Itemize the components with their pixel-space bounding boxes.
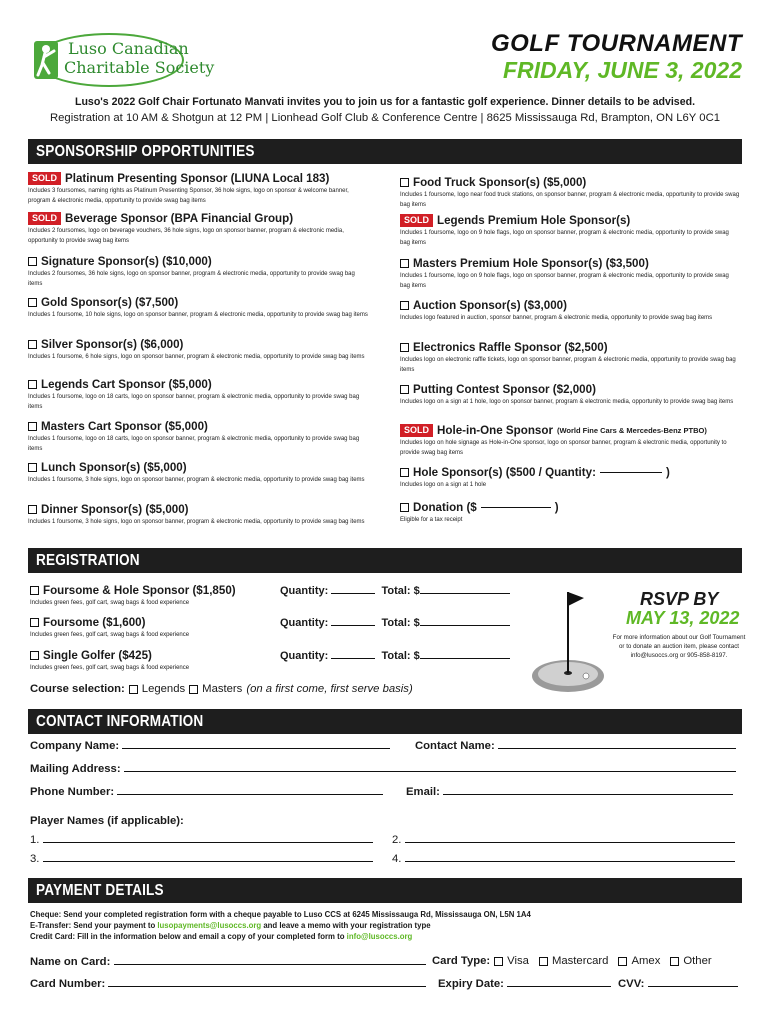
sponsor-item-donation: Donation ($ ) Eligible for a tax receipt [400, 501, 559, 523]
checkbox[interactable] [400, 385, 409, 394]
company-name-input[interactable] [122, 748, 390, 749]
checkbox[interactable] [30, 586, 39, 595]
registration-item-foursome: Foursome ($1,600) Includes green fees, golf cart, swag bags & food experience [30, 616, 190, 638]
registration-item-single: Single Golfer ($425) Includes green fees, golf cart, swag bags & food experience [30, 649, 190, 671]
sponsor-item-masters-cart: Masters Cart Sponsor ($5,000) Includes 1 foursome, logo on 18 carts, logo on sponsor banner, program & electronic media, opportunity to provide swag bag items [28, 420, 360, 452]
rsvp-date: MAY 13, 2022 [626, 608, 740, 628]
name-on-card-input[interactable] [114, 964, 426, 965]
checkbox[interactable] [28, 257, 37, 266]
credit-card-instructions: Credit Card: Fill in the information below and email a copy of your completed form to info@lusoccs.org [30, 932, 413, 941]
company-name-field: Company Name: [30, 740, 390, 752]
sponsor-item-beverage: SOLD Beverage Sponsor (BPA Financial Group) Includes 2 foursomes, logo on beverage vouchers, 36 hole signs, logo on sponsor banner, program & electronic media, opportunity to provide swag bag items [28, 212, 344, 244]
player-2-input[interactable] [405, 842, 735, 843]
checkbox[interactable] [400, 301, 409, 310]
checkbox[interactable] [400, 343, 409, 352]
checkbox[interactable] [28, 505, 37, 514]
mailing-address-input[interactable] [124, 771, 736, 772]
sponsor-item-gold: Gold Sponsor(s) ($7,500) Includes 1 foursome, 10 hole signs, logo on sponsor banner, program & electronic media, opportunity to provide swag bag items [28, 296, 368, 318]
mastercard-checkbox[interactable] [539, 957, 548, 966]
payment-section-header: PAYMENT DETAILS [28, 878, 742, 903]
checkbox[interactable] [28, 422, 37, 431]
etransfer-email-link[interactable]: lusopayments@lusoccs.org [157, 921, 262, 930]
checkbox[interactable] [28, 298, 37, 307]
email-input[interactable] [443, 794, 733, 795]
donation-amount-field[interactable] [481, 507, 551, 508]
event-title: GOLF TOURNAMENT [490, 30, 742, 57]
sold-badge: SOLD [400, 214, 433, 227]
quantity-total-row-1: Quantity: Total: $ [280, 585, 510, 597]
player-1-input[interactable] [43, 842, 373, 843]
quantity-total-row-3: Quantity: Total: $ [280, 650, 510, 662]
player-2-field: 2. [392, 834, 735, 846]
checkbox[interactable] [28, 340, 37, 349]
event-details: Registration at 10 AM & Shotgun at 12 PM | Lionhead Golf Club & Conference Centre | 8625 Mississauga Rd, Brampton, ON L6Y 0C1 [49, 112, 721, 124]
etransfer-instructions: E-Transfer: Send your payment to lusopayments@lusoccs.org and leave a memo with your registration type [30, 921, 431, 930]
card-type-field: Card Type: Visa Mastercard Amex Other [432, 955, 712, 967]
other-checkbox[interactable] [670, 957, 679, 966]
sponsor-item-hole: Hole Sponsor(s) ($500 / Quantity: ) Includes logo on a sign at 1 hole [400, 466, 670, 488]
checkbox[interactable] [30, 651, 39, 660]
cheque-instructions: Cheque: Send your completed registration form with a cheque payable to Luso CCS at 6245 Mississauga Rd, Mississauga ON, L5N 1A4 [30, 910, 531, 919]
visa-checkbox[interactable] [494, 957, 503, 966]
sponsor-item-silver: Silver Sponsor(s) ($6,000) Includes 1 foursome, 6 hole signs, logo on sponsor banner, program & electronic media, opportunity to provide swag bag items [28, 338, 365, 360]
organization-logo [34, 33, 215, 85]
player-1-field: 1. [30, 834, 373, 846]
player-3-field: 3. [30, 853, 373, 865]
course-selection: Course selection: Legends Masters (on a first come, first serve basis) [30, 683, 413, 695]
legends-checkbox[interactable] [129, 685, 138, 694]
credit-email-link[interactable]: info@lusoccs.org [346, 932, 413, 941]
checkbox[interactable] [400, 503, 409, 512]
sponsor-item-dinner: Dinner Sponsor(s) ($5,000) Includes 1 foursome, 3 hole signs, logo on sponsor banner, program & electronic media, opportunity to provide swag bag items [28, 503, 365, 525]
sponsor-item-electronics-raffle: Electronics Raffle Sponsor ($2,500) Includes logo on electronic raffle tickets, logo on sponsor banner, program & electronic media, opportunity to provide swag bag items [400, 341, 736, 373]
contact-name-input[interactable] [498, 748, 736, 749]
player-3-input[interactable] [43, 861, 373, 862]
golfer-icon [34, 39, 64, 81]
quantity-field[interactable] [600, 472, 662, 473]
checkbox[interactable] [28, 380, 37, 389]
player-4-field: 4. [392, 853, 735, 865]
card-number-input[interactable] [108, 986, 426, 987]
cvv-field: CVV: [618, 978, 738, 990]
golf-green-illustration [526, 584, 606, 696]
name-on-card-field: Name on Card: [30, 956, 426, 968]
sponsor-item-legends-premium-hole: SOLD Legends Premium Hole Sponsor(s) Includes 1 foursome, logo on 9 hole flags, logo on sponsor banner, program & electronic media, opportunity to provide swag bag items [400, 214, 729, 246]
sponsor-item-masters-premium-hole: Masters Premium Hole Sponsor(s) ($3,500) Includes 1 foursome, logo on 9 hole flags, logo on sponsor banner, program & electronic media, opportunity to provide swag bag items [400, 257, 729, 289]
checkbox[interactable] [400, 468, 409, 477]
sponsor-item-signature: Signature Sponsor(s) ($10,000) Includes 2 foursomes, 36 hole signs, logo on sponsor banner, program & electronic media, opportunity to provide swag bag items [28, 255, 355, 287]
sponsor-item-legends-cart: Legends Cart Sponsor ($5,000) Includes 1 foursome, logo on 18 carts, logo on sponsor banner, program & electronic media, opportunity to provide swag bag items [28, 378, 360, 410]
expiry-date-field: Expiry Date: [438, 978, 611, 990]
checkbox[interactable] [30, 618, 39, 627]
sold-badge: SOLD [28, 172, 61, 185]
contact-section-header: CONTACT INFORMATION [28, 709, 742, 734]
checkbox[interactable] [28, 463, 37, 472]
amex-checkbox[interactable] [618, 957, 627, 966]
event-date: FRIDAY, JUNE 3, 2022 [502, 57, 742, 83]
sold-badge: SOLD [28, 212, 61, 225]
expiry-date-input[interactable] [507, 986, 611, 987]
email-field: Email: [406, 786, 733, 798]
logo-text-line2: Charitable Society [64, 58, 215, 77]
checkbox[interactable] [400, 259, 409, 268]
logo-text-line1: Luso Canadian [68, 39, 189, 58]
phone-number-field: Phone Number: [30, 786, 383, 798]
sponsorship-section-header: SPONSORSHIP OPPORTUNITIES [28, 139, 742, 164]
phone-number-input[interactable] [117, 794, 383, 795]
sponsor-item-auction: Auction Sponsor(s) ($3,000) Includes logo featured in auction, sponsor banner, program & electronic media, opportunity to provide swag bag items [400, 299, 713, 321]
sponsor-item-putting-contest: Putting Contest Sponsor ($2,000) Includes logo on a sign at 1 hole, logo on sponsor banner, program & electronic media, opportunity to provide swag bag items [400, 383, 734, 405]
card-number-field: Card Number: [30, 978, 426, 990]
sold-badge: SOLD [400, 424, 433, 437]
total-input[interactable] [420, 658, 510, 659]
quantity-input[interactable] [331, 593, 375, 594]
player-names-label: Player Names (if applicable): [30, 815, 184, 827]
contact-name-field: Contact Name: [415, 740, 736, 752]
cvv-input[interactable] [648, 986, 738, 987]
player-4-input[interactable] [405, 861, 735, 862]
sponsor-item-platinum: SOLD Platinum Presenting Sponsor (LIUNA Local 183) Includes 3 foursomes, naming rights as Platinum Presenting Sponsor, 36 hole signs, logo on sponsor & welcome banner, program & electronic media, opportunity to provide swag bag items [28, 172, 349, 204]
sponsor-item-hole-in-one: SOLD Hole-in-One Sponsor (World Fine Cars & Mercedes-Benz PTBO) Includes logo on hole signage as Hole-in-One sponsor, logo on sponsor banner, program & electronic media, opportunity to provide swag bag items [400, 424, 727, 456]
checkbox[interactable] [400, 178, 409, 187]
intro-text: Luso's 2022 Golf Chair Fortunato Manvati invites you to join us for a fantastic golf experience. Dinner details to be advised. [74, 96, 696, 108]
rsvp-heading: RSVP BY [640, 589, 719, 609]
quantity-input[interactable] [331, 658, 375, 659]
registration-section-header: REGISTRATION [28, 548, 742, 573]
sponsor-item-lunch: Lunch Sponsor(s) ($5,000) Includes 1 foursome, 3 hole signs, logo on sponsor banner, program & electronic media, opportunity to provide swag bag items [28, 461, 365, 483]
total-input[interactable] [420, 625, 510, 626]
quantity-total-row-2: Quantity: Total: $ [280, 617, 510, 629]
sponsor-item-food-truck: Food Truck Sponsor(s) ($5,000) Includes 1 foursome, logo near food truck stations, on sponsor banner, program & electronic media, opportunity to provide swag bag items [400, 176, 740, 208]
masters-checkbox[interactable] [189, 685, 198, 694]
registration-item-foursome-hole: Foursome & Hole Sponsor ($1,850) Includes green fees, golf cart, swag bags & food experience [30, 584, 236, 606]
mailing-address-field: Mailing Address: [30, 763, 736, 775]
total-input[interactable] [420, 593, 510, 594]
rsvp-info: For more information about our Golf Tournament or to donate an auction item, please contact info@lusoccs.org or 905-858-8197. [612, 634, 746, 659]
quantity-input[interactable] [331, 625, 375, 626]
